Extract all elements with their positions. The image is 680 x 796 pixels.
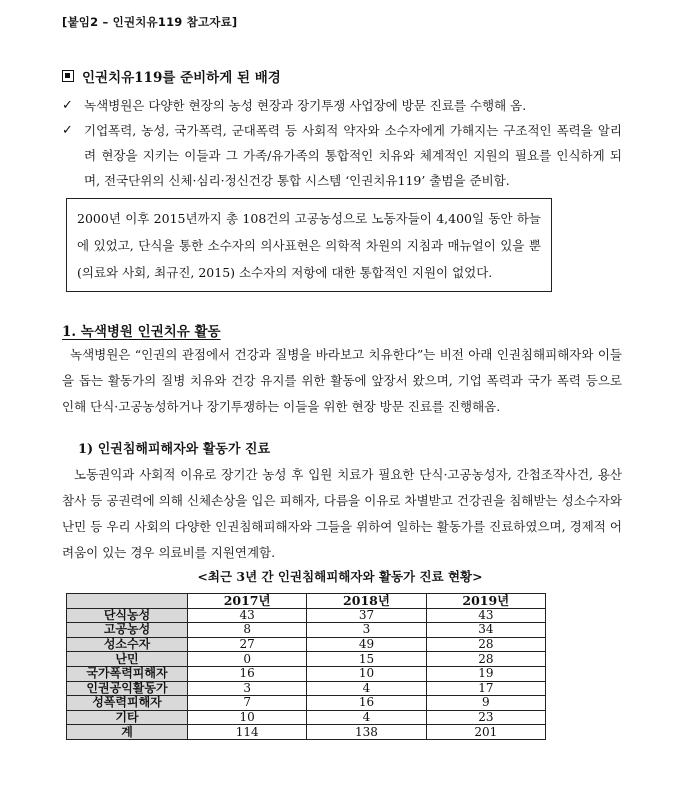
table-cell: 49 <box>307 637 426 652</box>
bullet-text: 녹색병원은 다양한 현장의 농성 현장과 장기투쟁 사업장에 방문 진료를 수행해 옴. <box>84 98 527 113</box>
table-cell: 3 <box>188 681 307 696</box>
table-cell: 10 <box>307 666 426 681</box>
treatment-paragraph: 노동권익과 사회적 이유로 장기간 농성 후 입원 치료가 필요한 단식·고공농성자, 간첩조작사건, 용산참사 등 공권력에 의해 신체손상을 입은 피해자, 다름을 이유로 차별받고 건강권을 침해받는 성소수자와 난민 등 우리 사회의 다양한 인권침해피해자와 그들을 위하여 일하는 활동가를 진료하였으며, 경제적 어려움이 있는 경우 의료비를 지원연계함. <box>62 467 622 560</box>
bullet-text: 기업폭력, 농성, 국가폭력, 군대폭력 등 사회적 약자와 소수자에게 가해지는 구조적인 폭력을 알리려 현장을 지키는 이들과 그 가족/유가족의 통합적인 치유와 체계적인 지원의 필요를 인식하게 되며, 전국단위의 신체·심리·정신건강 통합 시스템 ‘인권치유119’ 출범을 준비함. <box>84 123 622 188</box>
row-header: 성폭력피해자 <box>67 696 188 711</box>
table-cell: 7 <box>188 696 307 711</box>
table-header-row <box>67 594 546 609</box>
table-row <box>67 637 546 652</box>
table-cell: 8 <box>188 623 307 638</box>
table-cell: 15 <box>307 652 426 667</box>
table-cell: 138 <box>307 725 426 740</box>
table-cell: 16 <box>307 696 426 711</box>
table-caption: <최근 3년 간 인권침해피해자와 활동가 진료 현황> <box>197 569 483 584</box>
column-header: 2017년 <box>188 594 307 609</box>
row-header: 고공농성 <box>67 623 188 638</box>
info-box: 2000년 이후 2015년까지 총 108건의 고공농성으로 노동자들이 4,400일 동안 하늘에 있었고, 단식을 통한 소수자의 의사표현은 의학적 차원의 지침과 매뉴얼이 있을 뿐(의료와 사회, 최규진, 2015) 소수자의 저항에 대한 통합적인 지원이 없었다. <box>66 198 552 292</box>
section-title-text: 인권치유119를 준비하게 된 배경 <box>82 70 281 86</box>
table-cell: 16 <box>188 666 307 681</box>
column-header: 2019년 <box>426 594 545 609</box>
subheading-treatment: 1) 인권침해피해자와 활동가 진료 <box>78 442 271 457</box>
heading-activities: 1. 녹색병원 인권치유 활동 <box>62 324 221 340</box>
row-header: 난민 <box>67 652 188 667</box>
check-icon: ✓ <box>62 98 73 113</box>
table-cell: 9 <box>426 696 545 711</box>
table-row <box>67 725 546 740</box>
table-cell: 23 <box>426 710 545 725</box>
row-header: 계 <box>67 725 188 740</box>
table-row <box>67 623 546 638</box>
list-item <box>62 93 622 118</box>
table-cell: 43 <box>426 608 545 623</box>
table-cell: 43 <box>188 608 307 623</box>
table-row <box>67 652 546 667</box>
table-cell: 34 <box>426 623 545 638</box>
table-row <box>67 666 546 681</box>
attachment-label: [붙임2 – 인권치유119 참고자료] <box>62 15 238 29</box>
table-cell: 3 <box>307 623 426 638</box>
table-cell: 114 <box>188 725 307 740</box>
table-cell: 17 <box>426 681 545 696</box>
check-icon: ✓ <box>62 123 73 138</box>
table-cell: 0 <box>188 652 307 667</box>
table-cell: 201 <box>426 725 545 740</box>
section-title <box>62 66 281 86</box>
row-header: 단식농성 <box>67 608 188 623</box>
column-header: 2018년 <box>307 594 426 609</box>
filled-square-icon <box>62 70 74 82</box>
table-row <box>67 696 546 711</box>
table-row <box>67 710 546 725</box>
table-cell: 37 <box>307 608 426 623</box>
bullet-list <box>62 93 622 193</box>
table-row <box>67 681 546 696</box>
corner-cell <box>67 594 188 609</box>
table-cell: 19 <box>426 666 545 681</box>
table-cell: 4 <box>307 681 426 696</box>
treatment-table <box>66 593 546 740</box>
table-cell: 4 <box>307 710 426 725</box>
table-cell: 28 <box>426 652 545 667</box>
list-item <box>62 118 622 193</box>
table-cell: 28 <box>426 637 545 652</box>
row-header: 성소수자 <box>67 637 188 652</box>
table-row <box>67 608 546 623</box>
row-header: 국가폭력피해자 <box>67 666 188 681</box>
row-header: 인권공익활동가 <box>67 681 188 696</box>
table-cell: 27 <box>188 637 307 652</box>
row-header: 기타 <box>67 710 188 725</box>
activities-paragraph: 녹색병원은 “인권의 관점에서 건강과 질병을 바라보고 치유한다”는 비전 아래 인권침해피해자와 이들을 돕는 활동가의 질병 치유와 건강 유지를 위한 활동에 앞장서 왔으며, 기업 폭력과 국가 폭력 등으로 인해 단식·고공농성하거나 장기투쟁하는 이들을 위한 현장 방문 진료를 진행해옴. <box>62 347 622 414</box>
table-cell: 10 <box>188 710 307 725</box>
